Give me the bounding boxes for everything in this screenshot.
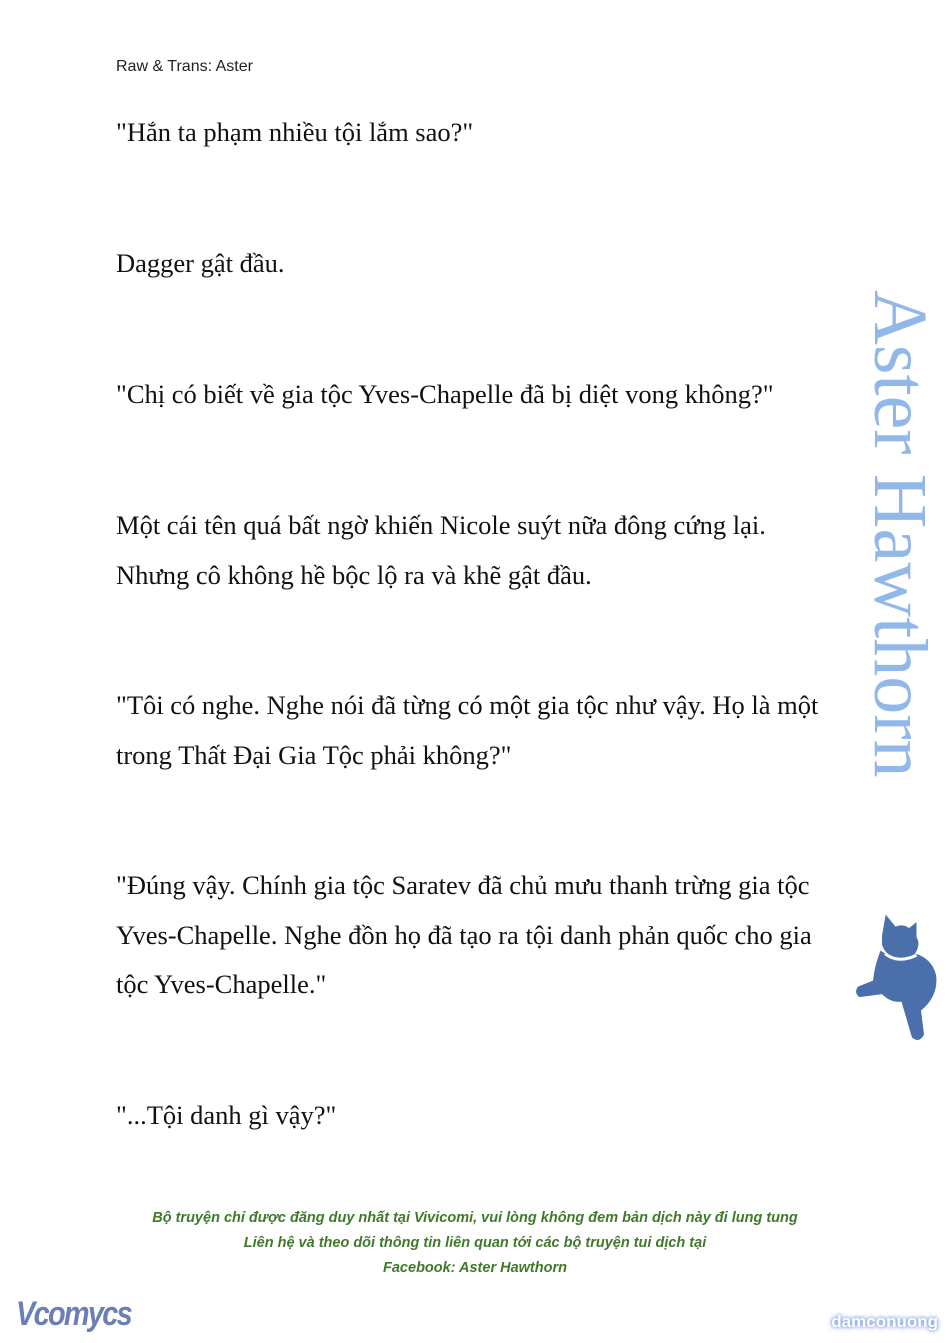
vcomycs-logo: Vcomycs bbox=[16, 1295, 132, 1333]
paragraph: Một cái tên quá bất ngờ khiến Nicole suýt nữa đông cứng lại. Nhưng cô không hề bộc lộ ra và khẽ gật đầu. bbox=[116, 510, 766, 590]
paragraph: "Chị có biết về gia tộc Yves-Chapelle đã bị diệt vong không?" bbox=[116, 379, 774, 409]
paragraph: "Đúng vậy. Chính gia tộc Saratev đã chủ mưu thanh trừng gia tộc Yves-Chapelle. Nghe đồn họ đã tạo ra tội danh phản quốc cho gia tộc Yves-Chapelle." bbox=[116, 870, 812, 999]
paragraph: "Tôi có nghe. Nghe nói đã từng có một gia tộc như vậy. Họ là một trong Thất Đại Gia Tộc phải không?" bbox=[116, 690, 819, 770]
distribution-notice: Bộ truyện chỉ được đăng duy nhất tại Vivicomi, vui lòng không đem bản dịch này đi lung tung bbox=[152, 1210, 798, 1226]
paragraph: "...Tội danh gì vậy?" bbox=[116, 1100, 337, 1130]
translator-credit: Raw & Trans: Aster bbox=[116, 58, 253, 75]
cat-silhouette-icon bbox=[852, 905, 942, 1045]
contact-notice: Liên hệ và theo dõi thông tin liên quan tới các bộ truyện tui dịch tại bbox=[243, 1235, 707, 1251]
paragraph: "Hắn ta phạm nhiều tội lắm sao?" bbox=[116, 117, 474, 147]
paragraph: Dagger gật đầu. bbox=[116, 248, 285, 278]
facebook-notice: Facebook: Aster Hawthorn bbox=[383, 1260, 567, 1276]
site-watermark: damconuong bbox=[831, 1312, 938, 1331]
watermark-text: Aster Hawthorn bbox=[858, 290, 942, 778]
